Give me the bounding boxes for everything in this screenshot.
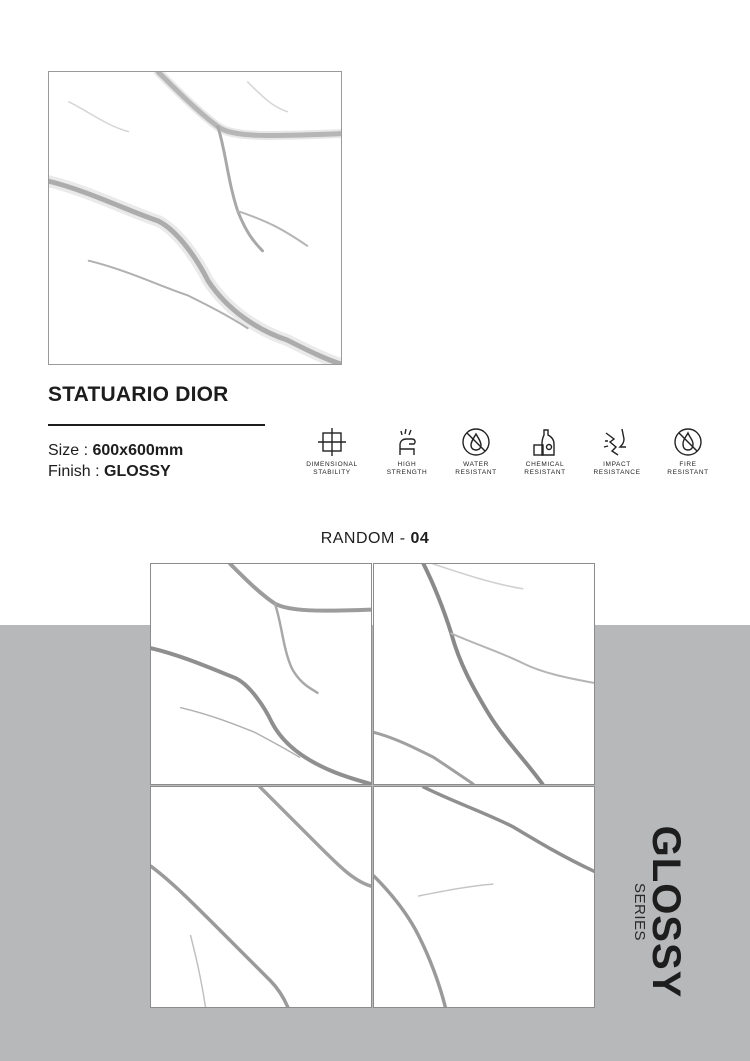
feature-label: DIMENSIONAL STABILITY <box>306 461 358 476</box>
feature-label: HIGH STRENGTH <box>386 461 428 476</box>
feature-label: FIRE RESISTANT <box>667 461 709 476</box>
water-resistant-icon <box>461 427 491 457</box>
finish-value: GLOSSY <box>104 463 171 480</box>
high-strength-icon <box>392 427 422 457</box>
feature-impact-resistance <box>582 427 652 477</box>
random-pattern-title <box>0 530 750 548</box>
feature-dimensional-stability <box>297 427 367 477</box>
dimensional-stability-icon <box>317 427 347 457</box>
finish-label: Finish : <box>48 463 105 480</box>
spec-size <box>48 442 183 460</box>
random-number: 04 <box>410 530 430 547</box>
feature-high-strength <box>372 427 442 477</box>
series-name: GLOSSY <box>644 825 688 999</box>
product-title: STATUARIO DIOR <box>48 383 229 406</box>
impact-resistance-icon <box>602 427 632 457</box>
random-tile-2 <box>373 563 595 785</box>
random-tile-4 <box>373 786 595 1008</box>
series-word: SERIES <box>631 882 648 942</box>
feature-label: IMPACT RESISTANCE <box>593 461 641 476</box>
random-label: RANDOM - <box>320 530 411 547</box>
feature-icons-row <box>300 427 720 487</box>
feature-label: WATER RESISTANT <box>455 461 497 476</box>
size-label: Size : <box>48 442 93 459</box>
random-tile-3 <box>150 786 372 1008</box>
random-tile-1 <box>150 563 372 785</box>
chemical-resistant-icon <box>530 427 560 457</box>
main-tile-image <box>48 71 342 365</box>
spec-finish <box>48 463 171 481</box>
fire-resistant-icon <box>673 427 703 457</box>
size-value: 600x600mm <box>92 442 184 459</box>
feature-label: CHEMICAL RESISTANT <box>524 461 566 476</box>
series-label-rotated <box>631 825 688 999</box>
title-divider <box>48 424 265 426</box>
series-label <box>628 825 688 999</box>
feature-chemical-resistant <box>510 427 580 477</box>
feature-water-resistant <box>441 427 511 477</box>
feature-fire-resistant <box>653 427 723 477</box>
